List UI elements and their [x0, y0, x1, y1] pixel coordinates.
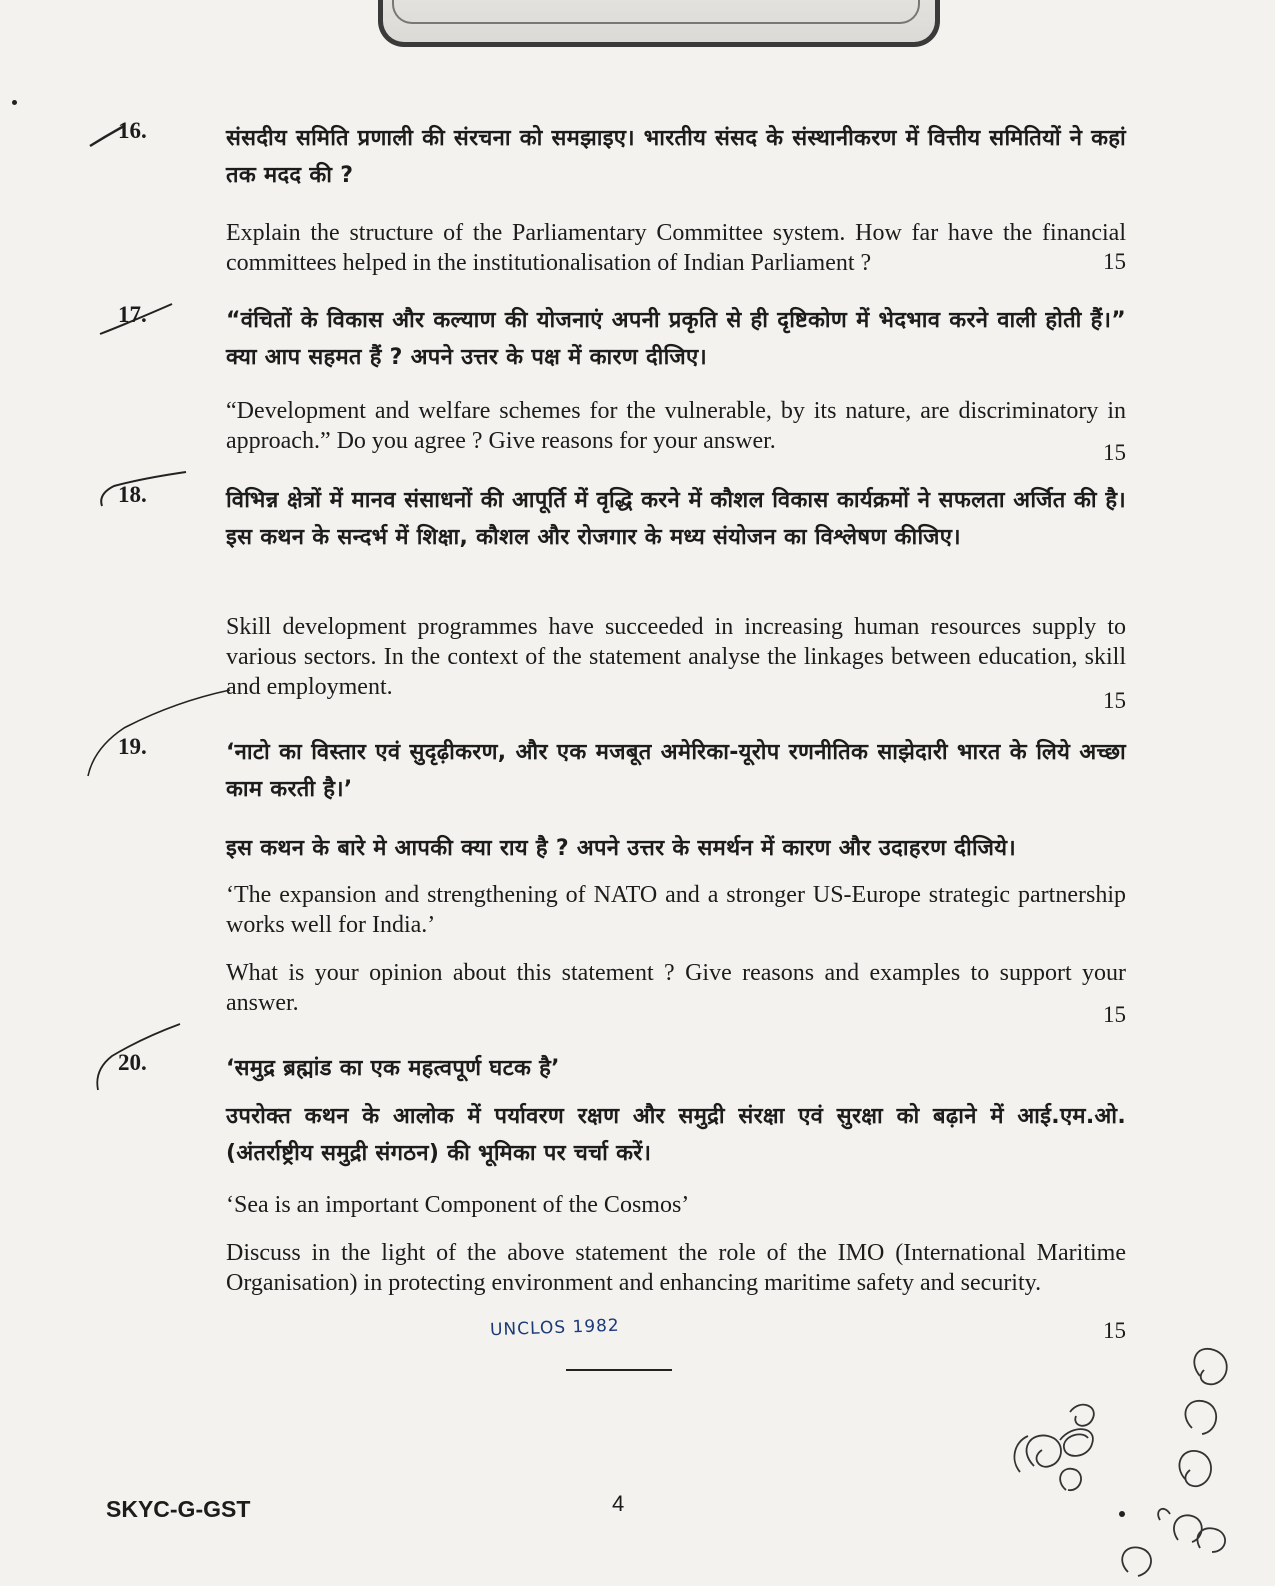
- question-english-text: ‘The expansion and strengthening of NATO and a stronger US-Europe strategic partnership works well for India.’: [226, 882, 1126, 938]
- question-hindi-subtext: उपरोक्त कथन के आलोक में पर्यावरण रक्षण और समुद्री संरक्षा एवं सुरक्षा को बढ़ाने में आई.एम.ओ. (अंतर्राष्ट्रीय समुद्री संगठन) की भूमिका पर चर्चा करें।: [226, 1104, 1126, 1166]
- handwritten-note: UNCLOS 1982: [489, 1315, 621, 1341]
- question-hindi-text: संसदीय समिति प्रणाली की संरचना को समझाइए। भारतीय संसद के संस्थानीकरण में वित्तीय समितियों ने कहां तक मदद की ?: [226, 126, 1126, 188]
- question-marks: 15: [1103, 688, 1126, 713]
- question-marks: 15: [1103, 1002, 1126, 1027]
- question-english-subtext: What is your opinion about this statement ? Give reasons and examples to support your answer.: [226, 960, 1126, 1016]
- question-english-text: ‘Sea is an important Component of the Cosmos’: [226, 1192, 690, 1218]
- question-marks: 15: [1103, 440, 1126, 465]
- question-english-text: “Development and welfare schemes for the vulnerable, by its nature, are discriminatory in approach.” Do you agree ? Give reasons for your answer.: [226, 398, 1126, 454]
- question-marks: 15: [1103, 1318, 1126, 1343]
- pen-tick-mark: [84, 688, 234, 780]
- question-marks: 15: [1103, 249, 1126, 274]
- question-hindi-text: विभिन्न क्षेत्रों में मानव संसाधनों की आपूर्ति में वृद्धि करने में कौशल विकास कार्यक्रमों ने सफलता अर्जित की है। इस कथन के सन्दर्भ में शिक्षा, कौशल और रोजगार के मध्य संयोजन का विश्लेषण कीजिए।: [226, 488, 1126, 550]
- question-hindi-text: ‘समुद्र ब्रह्मांड का एक महत्वपूर्ण घटक है’: [226, 1056, 560, 1081]
- question-hindi-text: “वंचितों के विकास और कल्याण की योजनाएं अपनी प्रकृति से ही दृष्टिकोण में भेदभाव करने वाली होती हैं।” क्या आप सहमत हैं ? अपने उत्तर के पक्ष में कारण दीजिए।: [226, 308, 1126, 370]
- question-number: 20.: [118, 1050, 147, 1075]
- stray-dot: [12, 100, 17, 105]
- pen-scribble-doodle: [1000, 1340, 1270, 1586]
- question-number: 17.: [118, 302, 147, 327]
- question-number: 19.: [118, 734, 147, 759]
- paper-code: SKYC-G-GST: [106, 1496, 251, 1522]
- question-hindi-text: ‘नाटो का विस्तार एवं सुदृढ़ीकरण, और एक मजबूत अमेरिका-यूरोप रणनीतिक साझेदारी भारत के लिये अच्छा काम करती है।’: [226, 740, 1126, 802]
- question-english-text: Skill development programmes have succeeded in increasing human resources supply to various sectors. In the context of the statement analyse the linkages between education, skill and employment.: [226, 614, 1126, 700]
- end-rule: [566, 1369, 672, 1371]
- page-number: 4: [612, 1491, 625, 1516]
- question-english-text: Explain the structure of the Parliamentary Committee system. How far have the financial committees helped in the institutionalisation of Indian Parliament ?: [226, 220, 1126, 276]
- question-hindi-subtext: इस कथन के बारे मे आपकी क्या राय है ? अपने उत्तर के समर्थन में कारण और उदाहरण दीजिये।: [226, 836, 1016, 861]
- question-number: 18.: [118, 482, 147, 507]
- question-number: 16.: [118, 118, 147, 143]
- binder-clip-inner: [392, 0, 920, 24]
- question-english-subtext: Discuss in the light of the above statement the role of the IMO (International Maritime Organisation) in protecting environment and enhancing maritime safety and security.: [226, 1240, 1126, 1296]
